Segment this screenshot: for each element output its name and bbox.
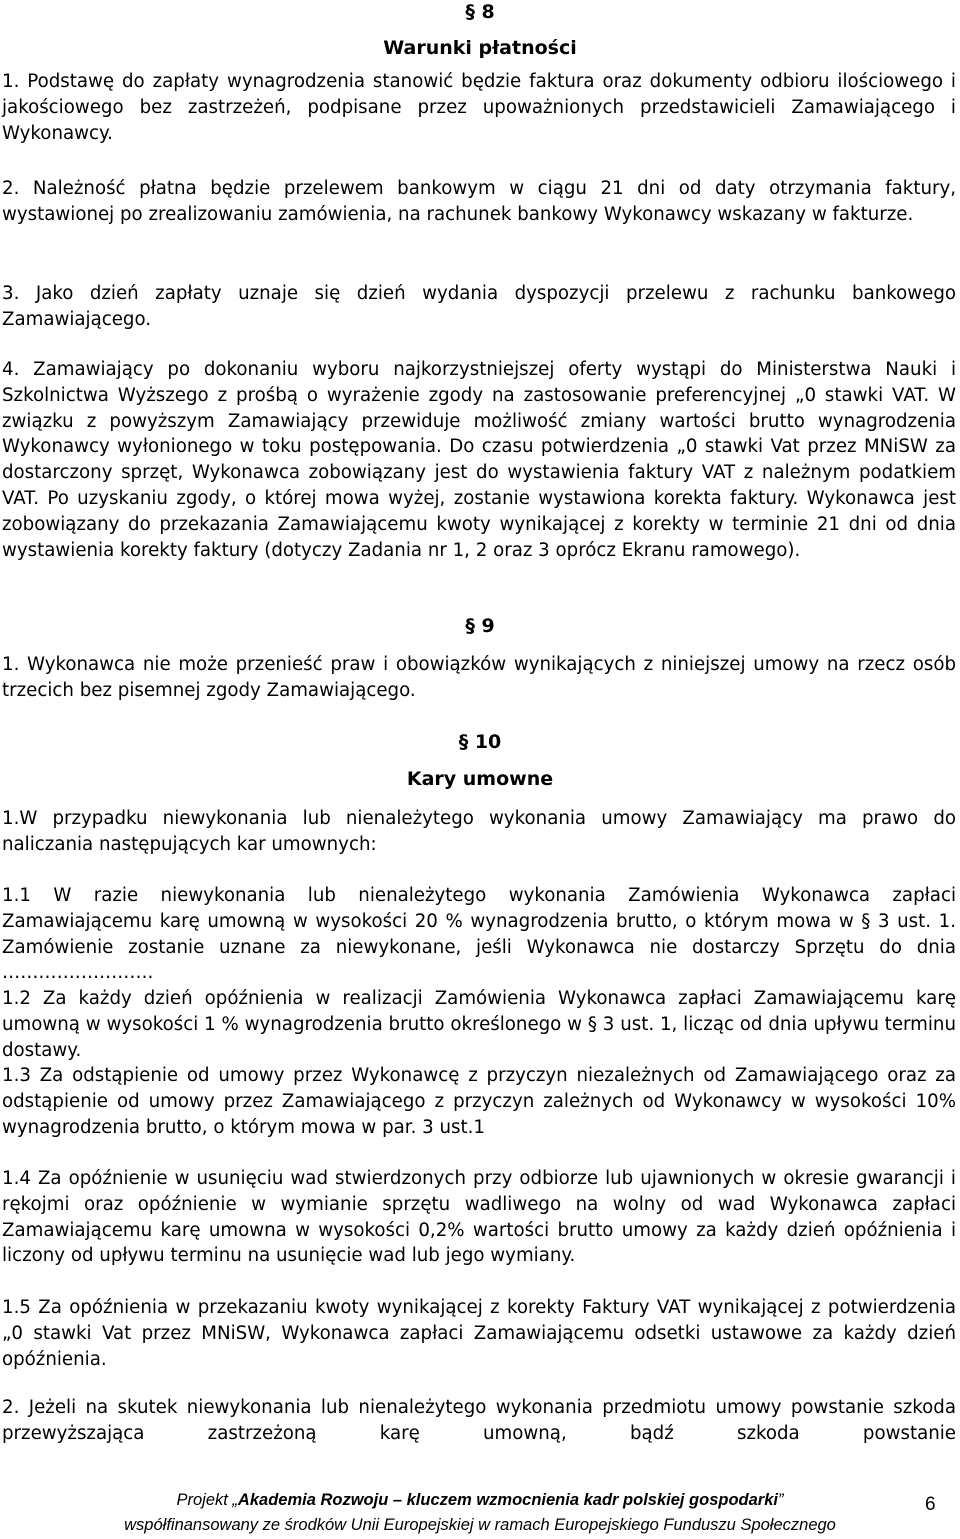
section-10-title: Kary umowne [406, 768, 554, 790]
footer-funding-line: współfinansowany ze środków Unii Europejskiej w ramach Europejskiego Funduszu Społecznego [124, 1516, 836, 1534]
paragraph-10-1: 1.W przypadku niewykonania lub nienależytego wykonania umowy Zamawiający ma prawo do naliczania następujących kar umownych: [2, 808, 956, 855]
paragraph-10-1-2: 1.2 Za każdy dzień opóźnienia w realizacji Zamówienia Wykonawca zapłaci Zamawiającemu karę umowną w wysokości 1 % wynagrodzenia brutto określonego w § 3 ust. 1, licząc od dnia upływu terminu dostawy. [2, 988, 956, 1061]
paragraph-10-1-1: 1.1 W razie niewykonania lub nienależytego wykonania Zamówienia Wykonawca zapłaci Zamawiającemu karę umowną w wysokości 20 % wynagrodzenia brutto, o którym mowa w § 3 ust. 1. Zamówienie zostanie uznane za niewykonane, jeśli Wykonawca nie dostarczy Sprzętu do dnia ……………………. [2, 885, 956, 984]
section-8-title: Warunki płatności [383, 37, 577, 59]
footer-project-name: Akademia Rozwoju – kluczem wzmocnienia kadr polskiej gospodarki [237, 1491, 778, 1509]
paragraph-8-3: 3. Jako dzień zapłaty uznaje się dzień wydania dyspozycji przelewu z rachunku bankowego Zamawiającego. [2, 283, 956, 330]
paragraph-9-1: 1. Wykonawca nie może przenieść praw i obowiązków wynikających z niniejszej umowy na rzecz osób trzecich bez pisemnej zgody Zamawiającego. [2, 654, 956, 701]
paragraph-8-1: 1. Podstawę do zapłaty wynagrodzenia stanowić będzie faktura oraz dokumenty odbioru ilościowego i jakościowego bez zastrzeżeń, podpisane przez upoważnionych przedstawicieli Zamawiającego i Wykonawcy. [2, 71, 956, 144]
paragraph-8-2: 2. Należność płatna będzie przelewem bankowym w ciągu 21 dni od daty otrzymania faktury, wystawionej po zrealizowaniu zamówienia, na rachunek bankowy Wykonawcy wskazany w fakturze. [2, 178, 956, 225]
paragraph-10-1-3: 1.3 Za odstąpienie od umowy przez Wykonawcę z przyczyn niezależnych od Zamawiającego oraz za odstąpienie od umowy przez Zamawiającego z przyczyn zależnych od Wykonawcy w wysokości 10% wynagrodzenia brutto, o którym mowa w par. 3 ust.1 [2, 1065, 956, 1138]
section-8-number: § 8 [465, 1, 495, 23]
paragraph-10-1-5: 1.5 Za opóźnienia w przekazaniu kwoty wynikającej z korekty Faktury VAT wynikającej z potwierdzenia „0 stawki Vat przez MNiSW, Wykonawca zapłaci Zamawiającemu odsetki ustawowe za każdy dzień opóźnienia. [2, 1297, 956, 1370]
paragraph-10-2: 2. Jeżeli na skutek niewykonania lub nienależytego wykonania przedmiotu umowy powstanie szkoda przewyższająca zastrzeżoną karę umowną, bądź szkoda powstanie [2, 1397, 956, 1444]
page-number: 6 [925, 1494, 936, 1515]
paragraph-8-4: 4. Zamawiający po dokonaniu wyboru najkorzystniejszej oferty wystąpi do Ministerstwa Nauki i Szkolnictwa Wyższego z prośbą o wyrażenie zgody na zastosowanie preferencyjnej „0 stawki VAT. W związku z powyższym Zamawiający przewiduje możliwość zmiany wartości brutto wynagrodzenia Wykonawcy wyłonionego w toku postępowania. Do czasu potwierdzenia „0 stawki Vat przez MNiSW za dostarczony sprzęt, Wykonawca zobowiązany jest do wystawienia faktury VAT z należnym podatkiem VAT. Po uzyskaniu zgody, o której mowa wyżej, zostanie wystawiona korekta faktury. Wykonawca jest zobowiązany do przekazania Zamawiającemu kwoty wynikającej z korekty w terminie 21 dni od dnia wystawienia korekty faktury (dotyczy Zadania nr 1, 2 oraz 3 oprócz Ekranu ramowego). [2, 359, 956, 561]
footer-prefix: Projekt „ [176, 1491, 238, 1509]
footer-project-line [0, 1491, 960, 1510]
footer-suffix: ” [778, 1491, 784, 1509]
section-10-number: § 10 [458, 731, 502, 753]
paragraph-10-1-4: 1.4 Za opóźnienie w usunięciu wad stwierdzonych przy odbiorze lub ujawnionych w okresie gwarancji i rękojmi oraz opóźnienie w wymianie sprzętu wadliwego na wolny od wad Wykonawca zapłaci Zamawiającemu karę umowna w wysokości 0,2% wartości brutto umowy za każdy dzień opóźnienia i liczony od upływu terminu na usunięcie wad lub jego wymiany. [2, 1168, 956, 1267]
section-9-number: § 9 [465, 615, 495, 637]
